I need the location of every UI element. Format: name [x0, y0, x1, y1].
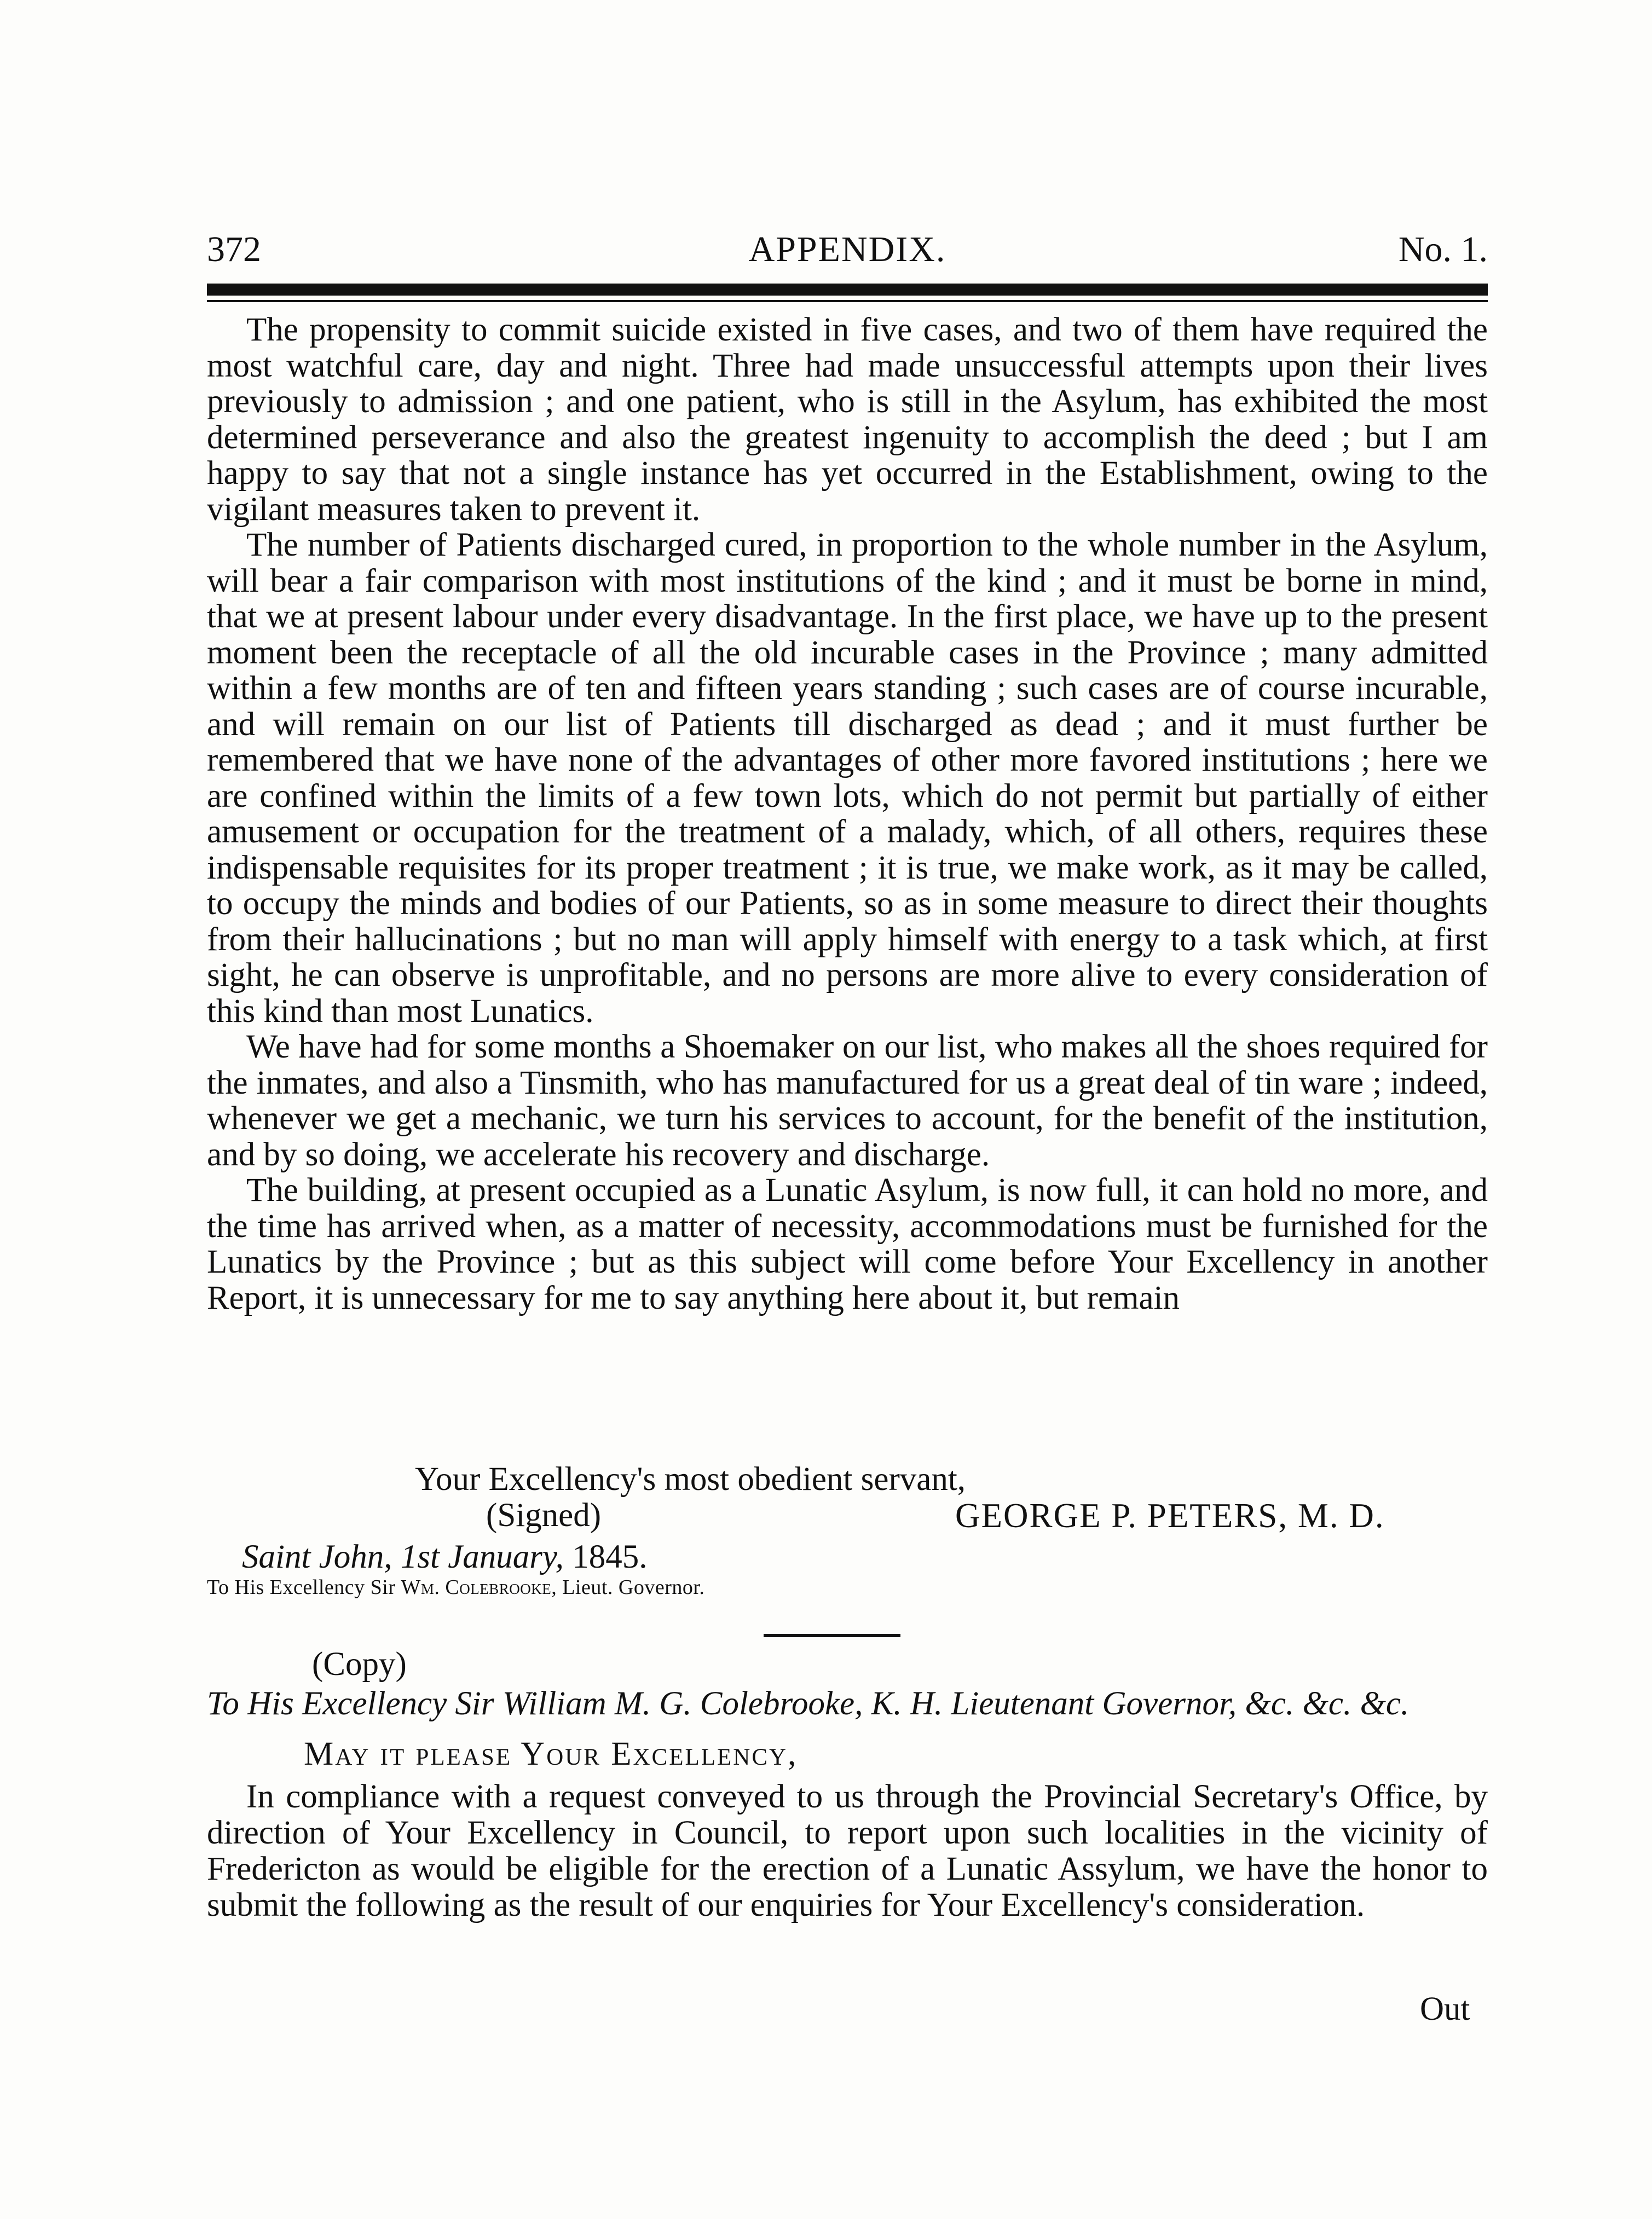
section-divider: [764, 1634, 900, 1637]
addressee-prefix: To His Excellency Sir: [207, 1576, 396, 1599]
closing-line: Your Excellency's most obedient servant,: [415, 1461, 966, 1498]
letter-body: [207, 1779, 1488, 1923]
header-rule-thin: [207, 300, 1488, 302]
paragraph-compliance: In compliance with a request conveyed to us through the Provincial Secretary's Office, by direction of Your Excellency in Council, to report upon such localities in the vicinity of Fredericton as would be eligible for the erection of a Lunatic Assylum, we have the honor to submit the following as the result of our enquiries for Your Excellency's consideration.: [207, 1778, 1488, 1923]
signer-name: GEORGE P. PETERS, M. D.: [955, 1496, 1385, 1535]
dateline: [242, 1539, 647, 1575]
appendix-number: No. 1.: [1398, 229, 1488, 269]
dateline-place-date: Saint John, 1st January,: [242, 1539, 564, 1575]
running-head: [207, 224, 1488, 275]
letter-addressee: To His Excellency Sir William M. G. Colebrooke, K. H. Lieutenant Governor, &c. &c. &c.: [207, 1685, 1410, 1722]
paragraph-shoemaker: We have had for some months a Shoemaker on our list, who makes all the shoes required for the inmates, and also a Tinsmith, who has manufactured for us a great deal of tin ware ; indeed, whenever we get a mechanic, we turn his services to account, for the benefit of the institution, and by so doing, we accelerate his recovery and discharge.: [207, 1028, 1488, 1173]
dateline-year: 1845.: [572, 1539, 648, 1575]
page-number: 372: [207, 229, 261, 269]
paragraph-suicide: The propensity to commit suicide existed in five cases, and two of them have required the most watchful care, day and night. Three had made unsuccessful attempts upon their lives previously to admission ; and one patient, who is still in the Asylum, has exhibited the most determined perseverance and also the greatest ingenuity to accomplish the deed ; but I am happy to say that not a single instance has yet occurred in the Establishment, owing to the vigilant measures taken to prevent it.: [207, 311, 1488, 528]
catchword: Out: [1420, 1991, 1470, 2027]
page-title: APPENDIX.: [748, 229, 946, 269]
paragraph-discharged: The number of Patients discharged cured, in proportion to the whole number in the Asylum, will bear a fair comparison with most institutions of the kind ; and it must be borne in mind, that we at present labour under every disadvantage. In the first place, we have up to the present moment been the receptacle of all the old incurable cases in the Province ; many admitted within a few months are of ten and fifteen years standing ; such cases are of course incurable, and will remain on our list of Patients till discharged as dead ; and it must further be remembered that we have none of the advantages of other more favored institutions ; here we are confined within the limits of a few town lots, which do not permit but partially of either amusement or occupation for the treatment of a malady, which, of all others, requires these indispensable requisites for its proper treatment ; it is true, we make work, as it may be called, to occupy the minds and bodies of our Patients, so as in some measure to direct their thoughts from their hallucinations ; but no man will apply himself with energy to a task which, at first sight, he can observe is unprofitable, and no persons are more alive to every consideration of this kind than most Lunatics.: [207, 527, 1488, 1030]
header-rule-thick: [207, 284, 1488, 296]
addressee-name: Wm. Colebrooke,: [401, 1576, 557, 1599]
report-body: [207, 312, 1488, 1316]
paragraph-building: The building, at present occupied as a Lunatic Asylum, is now full, it can hold no more, and the time has arrived when, as a matter of necessity, accommodations must be furnished for the Lunatics by the Province ; but as this subject will come before Your Excellency in another Report, it is unnecessary for me to say anything here about it, but remain: [207, 1172, 1488, 1316]
copy-label: (Copy): [312, 1646, 407, 1683]
addressee-suffix: Lieut. Governor.: [562, 1576, 705, 1599]
addressee-line: [207, 1575, 704, 1600]
salutation: May it please Your Excellency,: [304, 1736, 798, 1772]
signed-label: (Signed): [486, 1497, 602, 1534]
